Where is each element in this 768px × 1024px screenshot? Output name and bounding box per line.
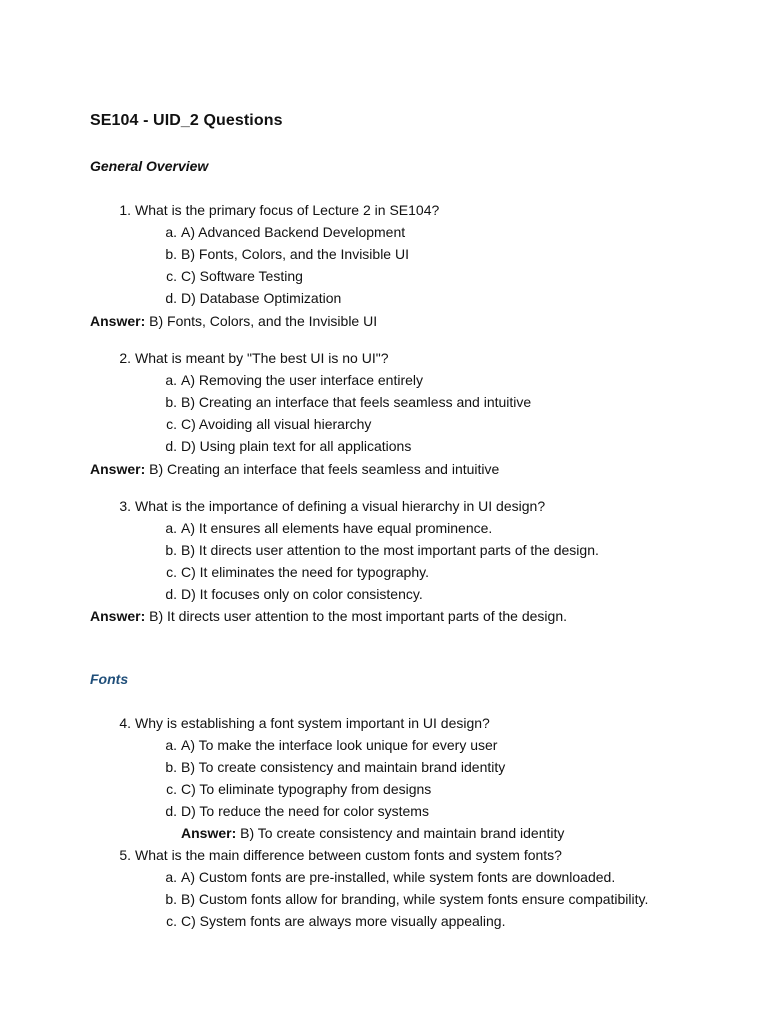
option-marker: b.	[165, 542, 177, 558]
option-text: C) It eliminates the need for typography.	[181, 564, 429, 580]
option-marker: a.	[165, 869, 177, 885]
option-marker: d.	[165, 803, 177, 819]
question-2-answer	[90, 460, 499, 478]
option-marker: a.	[165, 737, 177, 753]
option-text: A) Custom fonts are pre-installed, while system fonts are downloaded.	[181, 869, 616, 885]
question-text: What is the importance of defining a visual hierarchy in UI design?	[135, 498, 546, 514]
option-marker: b.	[165, 759, 177, 775]
option-marker: a.	[165, 224, 177, 240]
question-3	[119, 497, 546, 515]
question-2-option-c	[166, 415, 372, 433]
question-number: 1.	[119, 202, 131, 218]
question-4-answer	[181, 824, 564, 842]
question-5-option-a	[165, 868, 616, 886]
question-1-answer	[90, 312, 377, 330]
option-marker: d.	[165, 586, 177, 602]
question-4-option-c	[166, 780, 432, 798]
question-3-option-d	[165, 585, 423, 603]
section-heading-fonts: Fonts	[90, 671, 129, 687]
option-marker: c.	[166, 564, 177, 580]
option-marker: c.	[166, 268, 177, 284]
option-text: A) To make the interface look unique for every user	[181, 737, 498, 753]
question-2-option-b	[165, 393, 532, 411]
option-marker: b.	[165, 891, 177, 907]
option-text: A) It ensures all elements have equal prominence.	[181, 520, 493, 536]
option-marker: a.	[165, 372, 177, 388]
answer-text: B) Creating an interface that feels seamless and intuitive	[149, 461, 500, 477]
question-text: What is the main difference between custom fonts and system fonts?	[135, 847, 562, 863]
question-3-option-c	[166, 563, 429, 581]
option-text: D) To reduce the need for color systems	[181, 803, 429, 819]
section-heading-general-overview: General Overview	[90, 158, 209, 174]
question-3-answer	[90, 607, 567, 625]
option-text: C) Software Testing	[181, 268, 303, 284]
option-marker: a.	[165, 520, 177, 536]
option-text: C) Avoiding all visual hierarchy	[181, 416, 372, 432]
option-text: B) Fonts, Colors, and the Invisible UI	[181, 246, 409, 262]
question-1-option-d	[165, 289, 342, 307]
question-text: What is meant by "The best UI is no UI"?	[135, 350, 389, 366]
option-marker: c.	[166, 416, 177, 432]
question-5-option-b	[165, 890, 649, 908]
question-5	[119, 846, 562, 864]
option-text: B) It directs user attention to the most important parts of the design.	[181, 542, 599, 558]
answer-label: Answer:	[90, 461, 146, 477]
answer-label: Answer:	[181, 825, 237, 841]
answer-label: Answer:	[90, 608, 146, 624]
question-2-option-d	[165, 437, 412, 455]
question-4-option-d	[165, 802, 429, 820]
answer-label: Answer:	[90, 313, 146, 329]
question-number: 3.	[119, 498, 131, 514]
question-4-option-b	[165, 758, 506, 776]
option-marker: b.	[165, 246, 177, 262]
question-1-option-b	[165, 245, 409, 263]
option-text: C) System fonts are always more visually appealing.	[181, 913, 506, 929]
question-1	[119, 201, 440, 219]
option-marker: d.	[165, 438, 177, 454]
question-2	[119, 349, 389, 367]
option-text: D) It focuses only on color consistency.	[181, 586, 423, 602]
option-text: B) Creating an interface that feels seamless and intuitive	[181, 394, 532, 410]
option-marker: b.	[165, 394, 177, 410]
option-text: A) Removing the user interface entirely	[181, 372, 423, 388]
option-text: D) Database Optimization	[181, 290, 342, 306]
question-text: Why is establishing a font system important in UI design?	[135, 715, 490, 731]
question-4-option-a	[165, 736, 498, 754]
option-text: C) To eliminate typography from designs	[181, 781, 432, 797]
answer-text: B) To create consistency and maintain brand identity	[240, 825, 565, 841]
question-5-option-c	[166, 912, 506, 930]
option-text: A) Advanced Backend Development	[181, 224, 406, 240]
document-title: SE104 - UID_2 Questions	[90, 112, 283, 129]
question-3-option-a	[165, 519, 493, 537]
question-number: 2.	[119, 350, 131, 366]
question-3-option-b	[165, 541, 599, 559]
option-text: D) Using plain text for all applications	[181, 438, 412, 454]
question-1-option-c	[166, 267, 303, 285]
question-4	[119, 714, 490, 732]
question-number: 4.	[119, 715, 131, 731]
answer-text: B) Fonts, Colors, and the Invisible UI	[149, 313, 378, 329]
option-text: B) Custom fonts allow for branding, while system fonts ensure compatibility.	[181, 891, 649, 907]
option-text: B) To create consistency and maintain brand identity	[181, 759, 506, 775]
question-1-option-a	[165, 223, 406, 241]
question-2-option-a	[165, 371, 423, 389]
question-text: What is the primary focus of Lecture 2 in SE104?	[135, 202, 440, 218]
answer-text: B) It directs user attention to the most important parts of the design.	[149, 608, 567, 624]
option-marker: c.	[166, 781, 177, 797]
question-number: 5.	[119, 847, 131, 863]
option-marker: c.	[166, 913, 177, 929]
option-marker: d.	[165, 290, 177, 306]
